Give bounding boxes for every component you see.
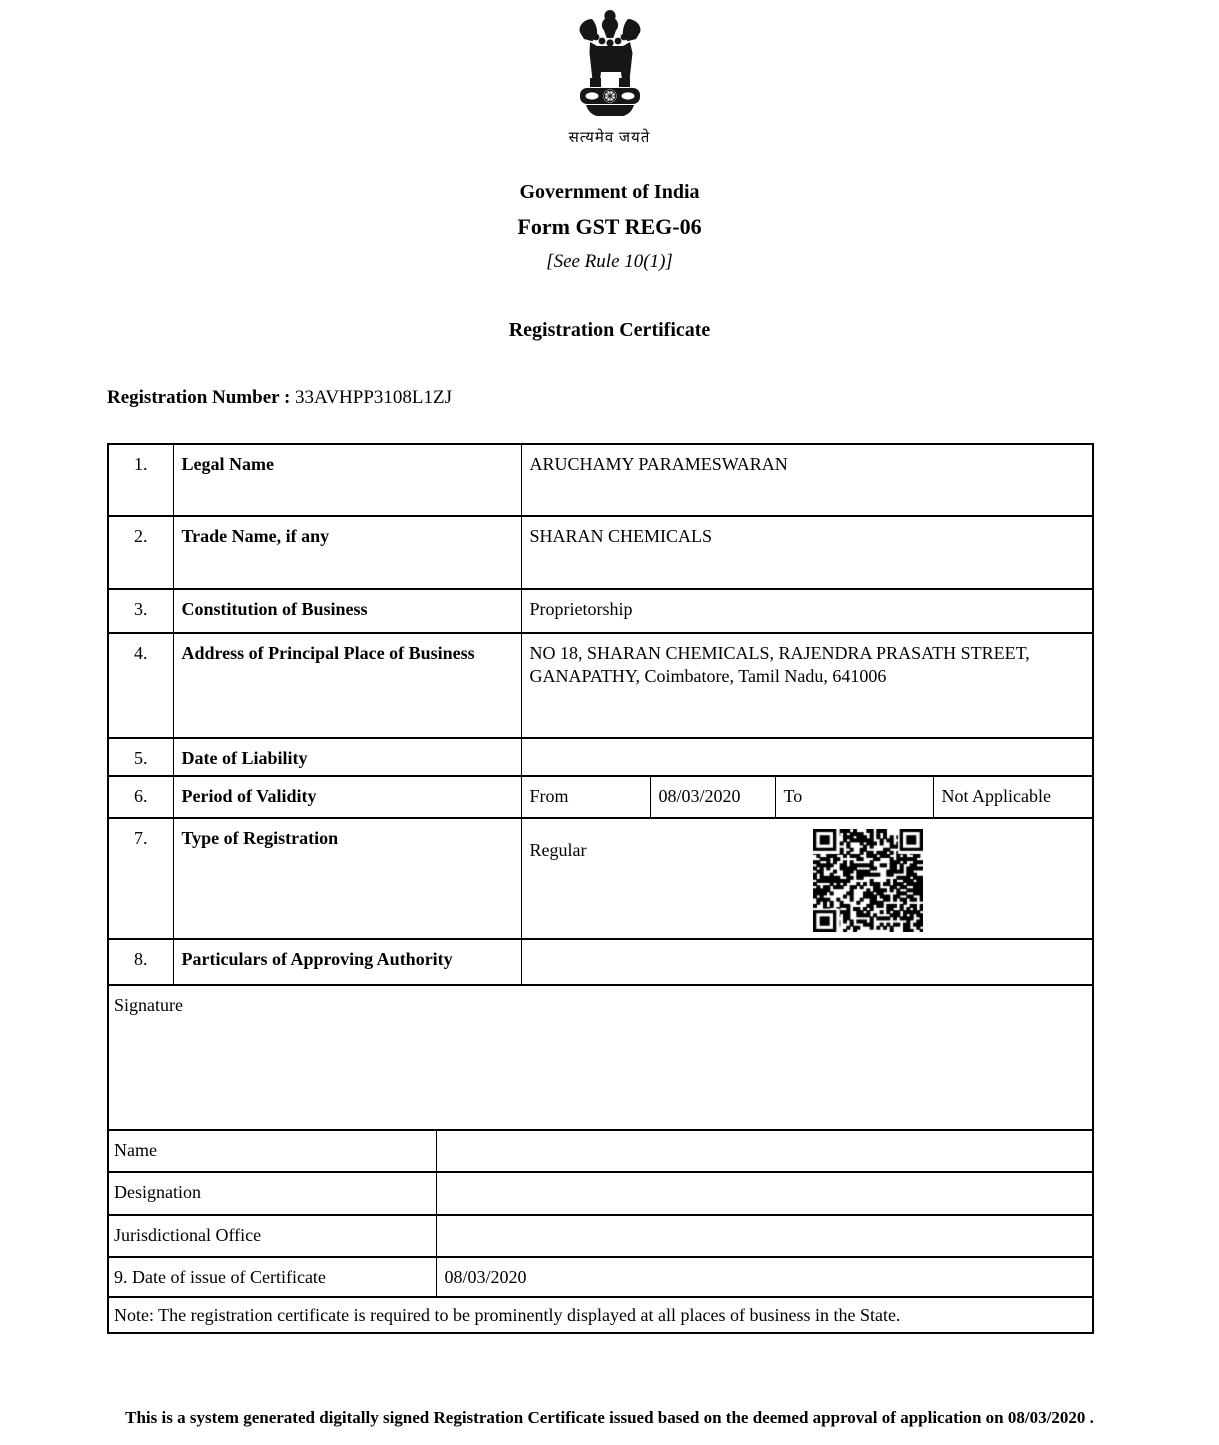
table-row [108,738,1093,776]
certificate-title: Registration Certificate [508,319,711,341]
table-row [108,776,1093,818]
row-number: 2. [108,516,173,589]
government-title: Government of India [519,181,700,203]
table-row [108,444,1093,516]
emblem-block [0,0,1219,147]
row-number: 8. [108,939,173,985]
approving-authority-label: Particulars of Approving Authority [173,939,521,985]
designation-label: Designation [108,1172,436,1215]
date-of-issue-value: 08/03/2020 [436,1257,1093,1297]
table-row [108,516,1093,589]
approving-authority-value [521,939,1093,985]
trade-name-label: Trade Name, if any [173,516,521,589]
jurisdictional-office-value [436,1215,1093,1257]
table-row [108,589,1093,633]
address-value: NO 18, SHARAN CHEMICALS, RAJENDRA PRASATH STREET, GANAPATHY, Coimbatore, Tamil Nadu, 641006 [521,633,1093,738]
certificate-table [107,443,1094,1334]
name-label: Name [108,1130,436,1172]
constitution-label: Constitution of Business [173,589,521,633]
row-number: 1. [108,444,173,516]
qr-code-icon [813,829,923,932]
table-row [108,818,1093,939]
note-text: Note: The registration certificate is required to be prominently displayed at all places of business in the State. [108,1297,1093,1333]
india-emblem-icon [570,8,650,120]
validity-from-label: From [521,776,650,818]
type-of-registration-cell [521,818,1093,939]
form-title: Form GST REG-06 [517,214,702,239]
signature-label: Signature [108,985,1093,1130]
date-of-liability-label: Date of Liability [173,738,521,776]
row-number: 3. [108,589,173,633]
legal-name-value: ARUCHAMY PARAMESWARAN [521,444,1093,516]
validity-to-label: To [775,776,933,818]
row-number: 4. [108,633,173,738]
table-row [108,1130,1093,1172]
registration-number-line [107,387,1219,409]
system-generated-footer: This is a system generated digitally signed Registration Certificate issued based on the deemed approval of application on 08/03/2020 . [125,1408,1094,1427]
date-of-liability-value [521,738,1093,776]
jurisdictional-office-label: Jurisdictional Office [108,1215,436,1257]
validity-to-value: Not Applicable [933,776,1093,818]
table-row [108,1172,1093,1215]
name-value [436,1130,1093,1172]
table-row [108,1257,1093,1297]
type-of-registration-value: Regular [529,840,587,860]
note-row [108,1297,1093,1333]
designation-value [436,1172,1093,1215]
legal-name-label: Legal Name [173,444,521,516]
rule-reference: [See Rule 10(1)] [546,251,673,272]
row-number: 5. [108,738,173,776]
date-of-issue-label: 9. Date of issue of Certificate [108,1257,436,1297]
signature-row [108,985,1093,1130]
table-row [108,939,1093,985]
period-of-validity-label: Period of Validity [173,776,521,818]
trade-name-value: SHARAN CHEMICALS [521,516,1093,589]
table-row [108,1215,1093,1257]
row-number: 7. [108,818,173,939]
address-label: Address of Principal Place of Business [173,633,521,738]
emblem-motto: सत्यमेव जयते [568,130,651,146]
registration-number-value: 33AVHPP3108L1ZJ [295,387,453,408]
table-row [108,633,1093,738]
validity-from-value: 08/03/2020 [650,776,775,818]
registration-number-label: Registration Number : [107,387,291,408]
row-number: 6. [108,776,173,818]
constitution-value: Proprietorship [521,589,1093,633]
type-of-registration-label: Type of Registration [173,818,521,939]
